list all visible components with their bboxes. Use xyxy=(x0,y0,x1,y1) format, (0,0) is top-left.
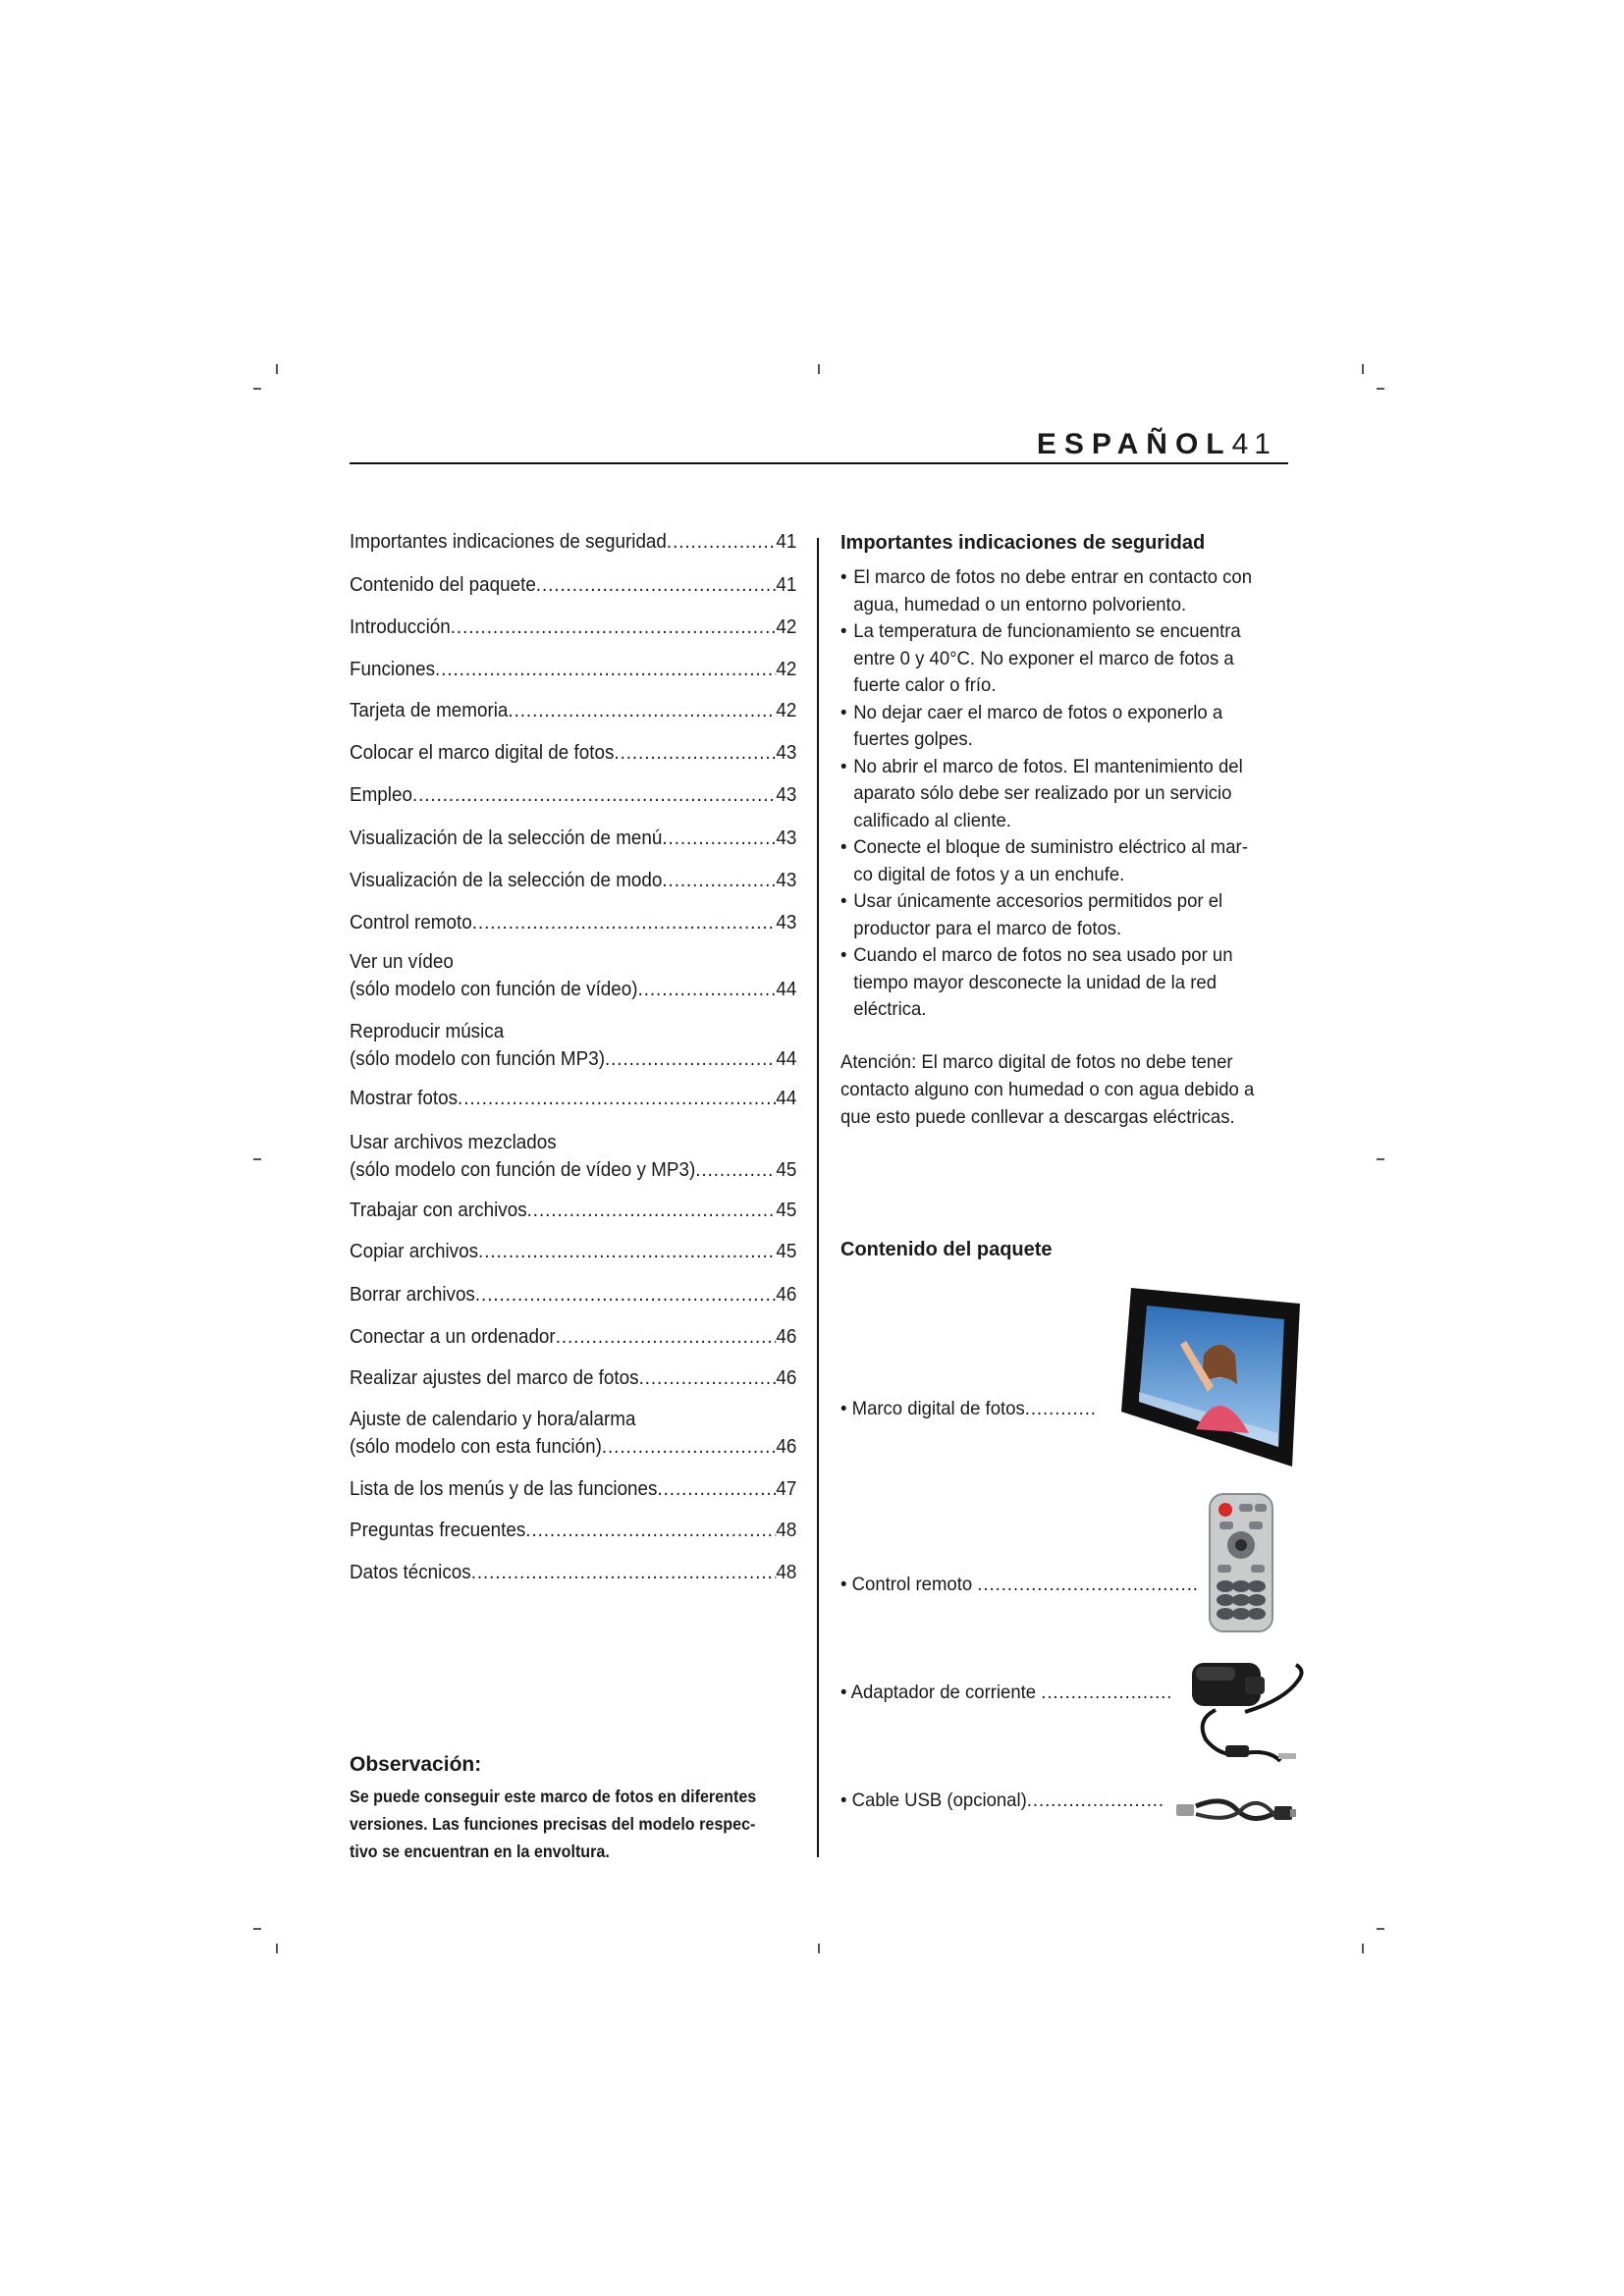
toc-page-number: 43 xyxy=(776,741,797,764)
toc-entry-text: Empleo xyxy=(350,783,412,806)
safety-bullet-line: • Cuando el marco de fotos no sea usado por un xyxy=(853,944,1233,966)
toc-entry-text: Preguntas frecuentes xyxy=(350,1519,526,1541)
crop-mark xyxy=(276,364,278,374)
toc-entry xyxy=(350,1475,796,1503)
toc-dot-leader xyxy=(458,1085,776,1112)
toc-entry-title: Ajuste de calendario y hora/alarma xyxy=(350,1408,636,1430)
safety-bullet-line: • El marco de fotos no debe entrar en contacto con xyxy=(853,566,1253,588)
toc-entry-text: Visualización de la selección de modo xyxy=(350,869,663,891)
toc-entry xyxy=(350,1197,796,1224)
package-title: Contenido del paquete xyxy=(840,1239,1053,1260)
toc-entry xyxy=(350,867,796,894)
toc-dot-leader xyxy=(475,1281,777,1308)
package-item: • Marco digital de fotos............ xyxy=(840,1398,1097,1419)
toc-dot-leader xyxy=(412,781,776,809)
toc-entry xyxy=(350,948,796,1003)
toc-page-number: 46 xyxy=(776,1283,797,1306)
toc-dot-leader xyxy=(435,656,776,683)
package-item-label: Control remoto xyxy=(851,1574,973,1595)
toc-dot-leader xyxy=(556,1323,777,1351)
crop-mark xyxy=(276,1944,278,1953)
toc-dot-leader xyxy=(662,825,776,852)
header-rule xyxy=(350,462,1288,464)
toc-entry xyxy=(350,909,796,936)
toc-entry xyxy=(350,1323,796,1351)
toc-page-number: 48 xyxy=(776,1561,797,1583)
toc-entry xyxy=(350,1018,796,1073)
toc-entry-text: Copiar archivos xyxy=(350,1240,479,1262)
observation-line: tivo se encuentran en la envoltura. xyxy=(350,1842,610,1861)
header-page-number: 41 xyxy=(1231,428,1276,460)
package-item-dots: ....................... xyxy=(1026,1789,1165,1811)
toc-page-number: 45 xyxy=(776,1199,797,1221)
safety-title: Importantes indicaciones de seguridad xyxy=(840,532,1206,554)
safety-bullet-line: eléctrica. xyxy=(853,998,927,1020)
crop-mark xyxy=(818,364,820,374)
package-item-label: Cable USB (opcional) xyxy=(851,1789,1027,1811)
package-item: • Cable USB (opcional)....................... xyxy=(840,1789,1165,1811)
toc-page-number: 42 xyxy=(776,615,797,638)
toc-page-number: 44 xyxy=(776,1047,797,1070)
power-adapter-icon xyxy=(1186,1651,1309,1774)
toc-entry-title: Reproducir música xyxy=(350,1020,505,1042)
attention-line: Atención: El marco digital de fotos no debe tener xyxy=(840,1051,1233,1073)
safety-bullet xyxy=(840,700,1270,754)
crop-mark xyxy=(1362,364,1364,374)
package-item-label: Marco digital de fotos xyxy=(851,1398,1025,1419)
safety-bullet-line: aparato sólo debe ser realizado por un servicio xyxy=(853,782,1232,804)
toc-page-number: 46 xyxy=(776,1325,797,1348)
safety-bullet-line: • La temperatura de funcionamiento se encuentra xyxy=(853,620,1241,642)
toc-entry-text: Trabajar con archivos xyxy=(350,1199,527,1221)
crop-mark xyxy=(253,1158,261,1160)
safety-list xyxy=(840,564,1270,1024)
attention-line: contacto alguno con humedad o con agua debido a xyxy=(840,1079,1255,1100)
safety-bullet xyxy=(840,618,1270,700)
toc-entry xyxy=(350,528,796,556)
toc-entry xyxy=(350,656,796,683)
toc-entry-title: Ver un vídeo xyxy=(350,950,454,973)
crop-mark xyxy=(818,1944,820,1953)
safety-bullet-line: tiempo mayor desconecte la unidad de la red xyxy=(853,971,1217,993)
safety-bullet-line: fuerte calor o frío. xyxy=(853,674,997,696)
toc-entry-text: Visualización de la selección de menú xyxy=(350,827,663,849)
toc-dot-leader xyxy=(471,1559,777,1586)
safety-bullet-line: co digital de fotos y a un enchufe. xyxy=(853,863,1125,885)
toc-entry xyxy=(350,739,796,767)
package-item-label: Adaptador de corriente xyxy=(850,1682,1037,1703)
crop-mark xyxy=(1377,1158,1384,1160)
toc-page-number: 44 xyxy=(776,978,797,1000)
observation-text xyxy=(350,1783,774,1865)
toc-dot-leader xyxy=(451,614,777,641)
safety-bullet-line: entre 0 y 40°C. No exponer el marco de fotos a xyxy=(853,647,1234,669)
observation-line: Se puede conseguir este marco de fotos en diferentes xyxy=(350,1787,757,1806)
safety-bullet xyxy=(840,888,1270,942)
toc-page-number: 43 xyxy=(776,783,797,806)
header-language: ESPAÑOL xyxy=(1036,428,1232,460)
toc-entry-text: Tarjeta de memoria xyxy=(350,699,509,721)
safety-bullet-line: calificado al cliente. xyxy=(853,809,1011,831)
toc-entry-text: Mostrar fotos xyxy=(350,1087,459,1109)
toc-page-number: 46 xyxy=(776,1366,797,1389)
toc-entry xyxy=(350,571,796,599)
toc-dot-leader xyxy=(662,867,776,894)
toc-entry-text: Conectar a un ordenador xyxy=(350,1325,556,1348)
toc-entry xyxy=(350,1281,796,1308)
photo-frame-icon xyxy=(1119,1286,1301,1468)
attention-line: que esto puede conllevar a descargas eléctricas. xyxy=(840,1106,1235,1128)
toc-entry xyxy=(350,1129,796,1184)
package-item-dots: ...................... xyxy=(1041,1682,1173,1703)
toc-dot-leader xyxy=(508,697,776,724)
safety-bullet-line: • Conecte el bloque de suministro eléctrico al mar- xyxy=(853,836,1248,858)
toc-entry-text: Introducción xyxy=(350,615,451,638)
toc-dot-leader xyxy=(525,1517,776,1544)
safety-bullet xyxy=(840,564,1270,618)
package-item-dots: ............ xyxy=(1024,1398,1097,1419)
toc-page-number: 42 xyxy=(776,658,797,680)
toc-dot-leader xyxy=(614,739,776,767)
toc-page-number: 44 xyxy=(776,1087,797,1109)
package-item: • Adaptador de corriente ...................... xyxy=(840,1682,1173,1703)
toc-entry-text: Borrar archivos xyxy=(350,1283,475,1306)
safety-bullet xyxy=(840,834,1270,888)
observation-line: versiones. Las funciones precisas del modelo respec- xyxy=(350,1814,756,1834)
toc-entry-text: Realizar ajustes del marco de fotos xyxy=(350,1366,639,1389)
toc-entry-text: (sólo modelo con esta función) xyxy=(350,1435,602,1458)
toc-entry xyxy=(350,1406,796,1461)
toc-page-number: 45 xyxy=(776,1240,797,1262)
safety-bullet xyxy=(840,942,1270,1024)
toc-entry-text: Control remoto xyxy=(350,911,472,934)
toc-dot-leader xyxy=(695,1156,776,1184)
crop-mark xyxy=(253,1928,261,1930)
toc-dot-leader xyxy=(602,1433,777,1461)
toc-entry-text: (sólo modelo con función de vídeo y MP3) xyxy=(350,1158,696,1181)
safety-bullet-line: productor para el marco de fotos. xyxy=(853,917,1122,939)
toc-dot-leader xyxy=(605,1045,776,1073)
crop-mark xyxy=(1377,1928,1384,1930)
toc-entry-text: (sólo modelo con función de vídeo) xyxy=(350,978,638,1000)
package-item: • Control remoto ..................................... xyxy=(840,1574,1199,1595)
toc-page-number: 42 xyxy=(776,699,797,721)
toc-entry-text: Contenido del paquete xyxy=(350,573,536,596)
toc-entry-text: Lista de los menús y de las funciones xyxy=(350,1477,658,1500)
attention-note xyxy=(840,1048,1270,1131)
toc-page-number: 43 xyxy=(776,911,797,934)
page-header xyxy=(491,428,1276,461)
toc-dot-leader xyxy=(478,1238,776,1265)
toc-page-number: 46 xyxy=(776,1435,797,1458)
toc-entry-text: Colocar el marco digital de fotos xyxy=(350,741,615,764)
toc-entry xyxy=(350,1364,796,1392)
toc-entry xyxy=(350,781,796,809)
column-divider xyxy=(817,538,819,1857)
toc-entry xyxy=(350,1085,796,1112)
toc-dot-leader xyxy=(472,909,777,936)
toc-page-number: 41 xyxy=(776,573,797,596)
toc-dot-leader xyxy=(667,528,776,556)
toc-page-number: 41 xyxy=(776,530,797,553)
safety-bullet xyxy=(840,754,1270,835)
safety-bullet-line: • No dejar caer el marco de fotos o exponerlo a xyxy=(853,701,1223,723)
toc-page-number: 43 xyxy=(776,869,797,891)
toc-dot-leader xyxy=(639,1364,777,1392)
toc-page-number: 45 xyxy=(776,1158,797,1181)
crop-mark xyxy=(253,388,261,390)
safety-bullet-line: fuertes golpes. xyxy=(853,728,973,750)
toc-page-number: 43 xyxy=(776,827,797,849)
safety-bullet-line: • No abrir el marco de fotos. El mantenimiento del xyxy=(853,755,1243,777)
toc-dot-leader xyxy=(527,1197,777,1224)
toc-entry xyxy=(350,1238,796,1265)
crop-mark xyxy=(1362,1944,1364,1953)
toc-entry-text: (sólo modelo con función MP3) xyxy=(350,1047,605,1070)
toc-entry xyxy=(350,614,796,641)
crop-mark xyxy=(1377,388,1384,390)
safety-bullet-line: agua, humedad o un entorno polvoriento. xyxy=(853,593,1187,615)
toc-entry-text: Funciones xyxy=(350,658,436,680)
observation-title: Observación: xyxy=(350,1753,482,1776)
package-item-dots: ..................................... xyxy=(977,1574,1199,1595)
toc-entry xyxy=(350,697,796,724)
toc-entry xyxy=(350,1559,796,1586)
toc-entry xyxy=(350,825,796,852)
toc-entry-text: Importantes indicaciones de seguridad xyxy=(350,530,667,553)
toc-entry-title: Usar archivos mezclados xyxy=(350,1131,557,1153)
remote-control-icon xyxy=(1206,1492,1276,1634)
toc-page-number: 47 xyxy=(776,1477,797,1500)
toc-entry-text: Datos técnicos xyxy=(350,1561,471,1583)
usb-cable-icon xyxy=(1174,1785,1297,1836)
toc-dot-leader xyxy=(536,571,777,599)
safety-bullet-line: • Usar únicamente accesorios permitidos por el xyxy=(853,890,1223,912)
toc-dot-leader xyxy=(657,1475,776,1503)
toc-dot-leader xyxy=(638,976,777,1003)
toc-entry xyxy=(350,1517,796,1544)
toc-page-number: 48 xyxy=(776,1519,797,1541)
